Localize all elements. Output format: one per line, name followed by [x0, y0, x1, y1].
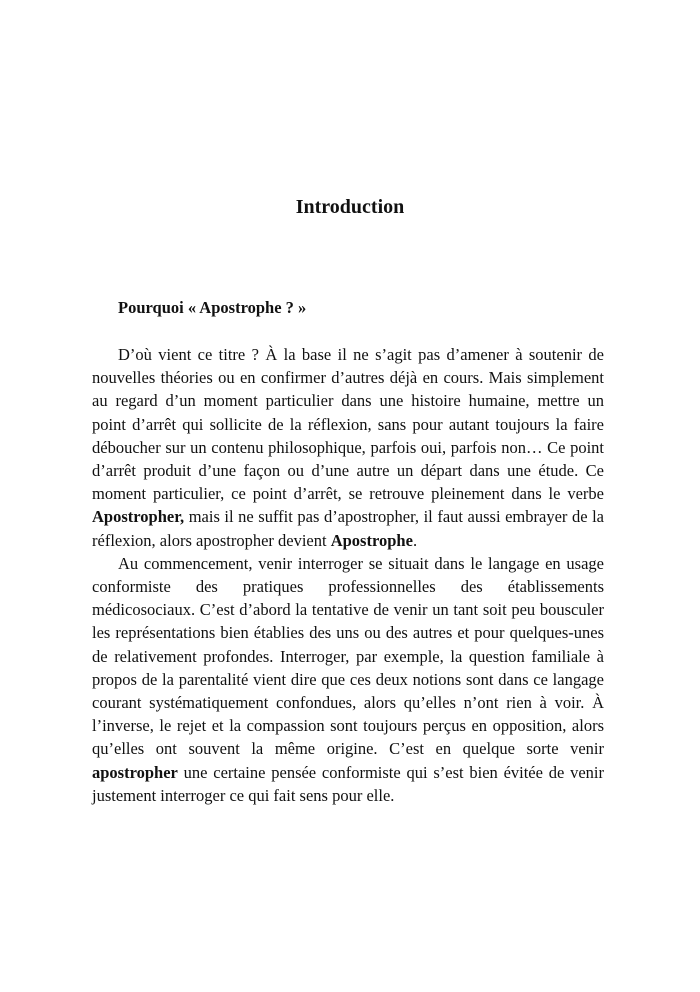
bold-term-apostropher-lower: apostropher: [92, 762, 178, 782]
paragraph-1: [92, 343, 604, 552]
paragraph-2: [92, 552, 604, 807]
text-segment: Au commencement, venir interroger se situait dans le langage en usage conformiste des pratiques professionnelles des établissements médicosociaux. C’est d’abord la tentative de venir un tant soit peu bousculer les représentations bien établies des uns ou des autres et pour quelques-unes de relativement profondes. Interroger, par exemple, la question familiale à propos de la parentalité vient dire que ces deux notions sont dans ce langage courant systématiquement confondues, alors qu’elles n’ont rien à voir. À l’inverse, le rejet et la compassion sont toujours perçus en opposition, alors qu’elles ont souvent la même origine. C’est en quelque sorte venir: [92, 553, 604, 759]
text-segment: D’où vient ce titre ? À la base il ne s’agit pas d’amener à soutenir de nouvelles théories ou en confirmer d’autres déjà en cours. Mais simplement au regard d’un moment particulier dans une histoire humaine, mettre un point d’arrêt qui sollicite de la réflexion, sans pour autant toujours la faire déboucher sur un contenu philosophique, parfois oui, parfois non… Ce point d’arrêt produit d’une façon ou d’une autre un départ dans une étude. Ce moment particulier, ce point d’arrêt, se retrouve pleinement dans le verbe: [92, 345, 604, 504]
section-heading: Pourquoi « Apostrophe ? »: [118, 298, 307, 317]
text-segment: mais il ne suffit pas d’apostropher, il faut aussi embrayer de la réflexion, alors apostropher devient: [92, 507, 604, 550]
text-segment: une certaine pensée conformiste qui s’est bien évitée de venir justement interroger ce qui fait sens pour elle.: [92, 762, 604, 805]
bold-term-apostrophe: Apostrophe: [330, 530, 413, 550]
page-title: Introduction: [295, 196, 405, 218]
text-segment: .: [412, 530, 418, 550]
body-text: [92, 343, 604, 807]
bold-term-apostropher: Apostropher,: [92, 507, 185, 527]
